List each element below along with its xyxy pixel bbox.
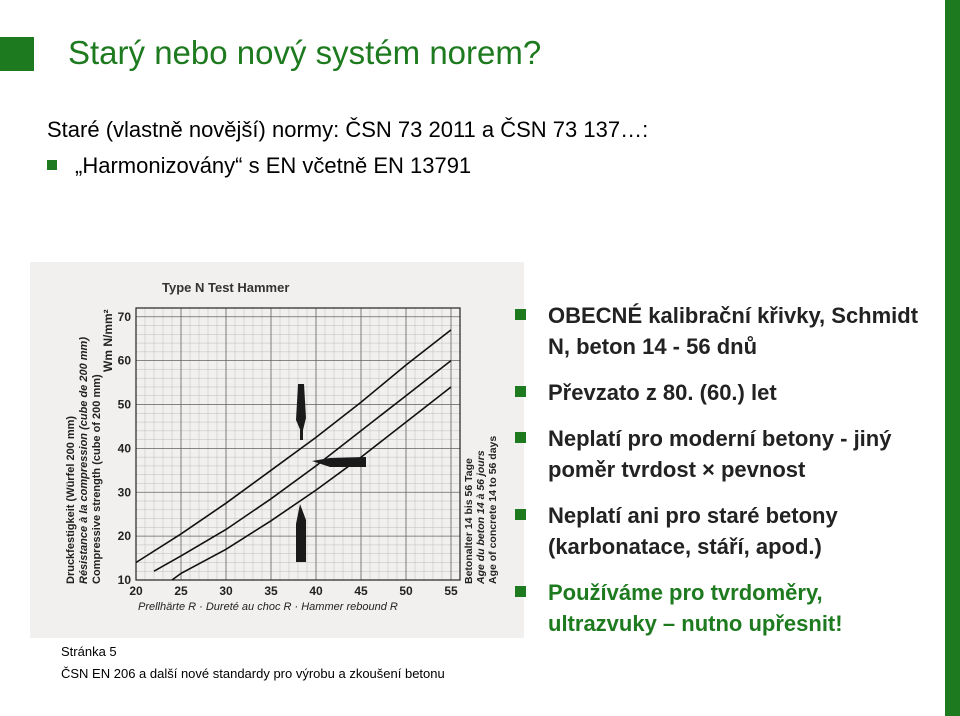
footer-page-number: Stránka 5 <box>61 644 117 659</box>
y-axis-label-line: Druckfestigkeit (Würfel 200 mm) <box>65 415 77 584</box>
slide-title: Starý nebo nový systém norem? <box>68 34 542 71</box>
calibration-chart <box>30 262 524 638</box>
y-tick-label: 70 <box>117 309 131 324</box>
footer-document-title: ČSN EN 206 a další nové standardy pro výrobu a zkoušení betonu <box>61 666 445 681</box>
bullet-square-icon <box>515 586 526 597</box>
right-age-label-line: Betonalter 14 bis 56 Tage <box>463 458 475 584</box>
calibration-curve-upper <box>136 330 451 563</box>
bullet-item: Převzato z 80. (60.) let <box>515 377 935 408</box>
right-age-label <box>463 436 499 585</box>
x-tick-label: 50 <box>399 584 413 598</box>
x-tick-label: 35 <box>264 584 278 598</box>
y-tick-label: 10 <box>117 573 131 587</box>
x-tick-label: 55 <box>444 584 458 598</box>
right-age-label-line: Age of concrete 14 to 56 days <box>487 435 499 584</box>
calibration-chart-svg <box>30 262 524 638</box>
sub-bullet-square <box>47 160 57 170</box>
x-tick-label: 30 <box>219 584 233 598</box>
bullet-square-icon <box>515 509 526 520</box>
y-tick-label: 30 <box>117 485 131 500</box>
x-tick-label: 45 <box>354 584 368 598</box>
x-tick-label: 40 <box>309 584 323 598</box>
bullet-square-icon <box>515 309 526 320</box>
bullet-item: OBECNÉ kalibrační křivky, Schmidt N, beton 14 - 56 dnů <box>515 300 935 362</box>
x-tick-label: 20 <box>129 584 143 598</box>
hammer-vertical-down-icon <box>296 504 306 562</box>
y-axis-label <box>65 337 103 584</box>
x-tick-label: 25 <box>174 584 188 598</box>
bullet-list <box>515 300 935 654</box>
intro-text: Staré (vlastně novější) normy: ČSN 73 2011 a ČSN 73 137…: <box>47 117 649 142</box>
y-tick-label: 60 <box>117 353 131 368</box>
bullet-item: Neplatí ani pro staré betony (karbonatace, stáří, apod.) <box>515 500 935 562</box>
y-axis-label-line: Résistance à la compression (cube de 200 mm) <box>78 337 90 584</box>
title-bullet-square <box>0 37 34 71</box>
y-tick-label: 40 <box>117 441 131 456</box>
bullet-square-icon <box>515 386 526 397</box>
hammer-horizontal-icon <box>312 457 366 467</box>
bullet-square-icon <box>515 432 526 443</box>
y-tick-label: 50 <box>117 397 131 412</box>
y-tick-label: 20 <box>117 529 131 544</box>
side-accent-bar <box>945 0 960 716</box>
chart-x-label: Prellhärte R · Dureté au choc R · Hammer rebound R <box>138 601 398 613</box>
bullet-item: Neplatí pro moderní betony - jiný poměr tvrdost × pevnost <box>515 423 935 485</box>
y-axis-unit: Wm N/mm² <box>101 309 115 372</box>
sub-bullet-text: „Harmonizovány“ s EN včetně EN 13791 <box>75 153 472 178</box>
y-axis-label-line: Compressive strength (cube of 200 mm) <box>91 374 103 584</box>
bullet-item-highlight: Používáme pro tvrdoměry, ultrazvuky – nutno upřesnit! <box>515 577 935 639</box>
chart-title: Type N Test Hammer <box>162 280 290 295</box>
right-age-label-line: Age du beton 14 à 56 jours <box>475 450 487 584</box>
hammer-vertical-up-icon <box>296 384 306 440</box>
